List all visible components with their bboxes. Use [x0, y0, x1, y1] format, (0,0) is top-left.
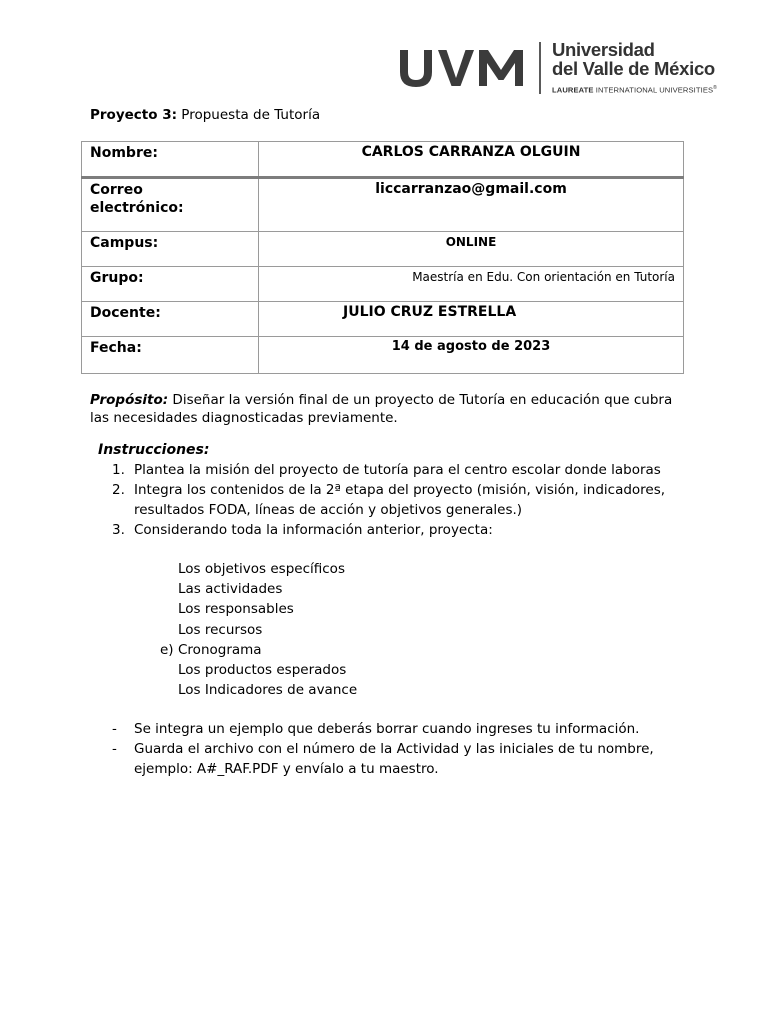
uvm-logo-mark: [398, 46, 528, 88]
campus-label: Campus:: [82, 232, 259, 267]
list-item: Los Indicadores de avance: [178, 682, 358, 699]
row-correo: [82, 178, 684, 232]
info-table: [81, 141, 684, 374]
fecha-value: 14 de agosto de 2023: [259, 337, 684, 374]
grupo-label: Grupo:: [82, 267, 259, 302]
row-nombre: [82, 142, 684, 178]
purpose-paragraph: Propósito: Diseñar la versión final de un proyecto de Tutoría en educación que cubra las necesidades diagnosticadas previamente.: [90, 392, 673, 426]
row-docente: [82, 302, 684, 337]
projection-items: [160, 559, 357, 700]
list-item: Los responsables: [178, 601, 294, 618]
step-number: 1.: [112, 462, 125, 478]
note-item: - Guarda el archivo con el número de la Actividad y las iniciales de tu nombre, ejemplo: A#_RAF.PDF y envíalo a tu maestro.: [112, 741, 654, 777]
grupo-value: Maestría en Edu. Con orientación en Tutoría: [259, 267, 684, 302]
list-item: Los objetivos específicos: [178, 561, 345, 577]
list-item: Los recursos: [178, 621, 263, 638]
laureate-tagline: LAUREATE INTERNATIONAL UNIVERSITIES®: [552, 85, 717, 95]
list-item: Los productos esperados: [178, 662, 347, 679]
instruction-step: [112, 460, 712, 480]
row-campus: [82, 232, 684, 267]
campus-value: ONLINE: [259, 232, 684, 267]
docente-label: Docente:: [82, 302, 259, 337]
fecha-label: Fecha:: [82, 337, 259, 374]
uvm-logo: [398, 40, 728, 100]
nombre-value: CARLOS CARRANZA OLGUIN: [259, 142, 684, 178]
row-fecha: [82, 337, 684, 374]
document-title: Proyecto 3: Propuesta de Tutoría: [90, 107, 321, 123]
step-number: 3.: [112, 522, 125, 538]
step-number: 2.: [112, 482, 125, 498]
row-grupo: [82, 267, 684, 302]
instruction-steps: [112, 460, 712, 540]
correo-value: liccarranzao@gmail.com: [259, 178, 684, 232]
step-text: Integra los contenidos de la 2ª etapa del proyecto (misión, visión, indicadores, resultados FODA, líneas de acción y objetivos generales.): [134, 482, 666, 518]
list-item: Las actividades: [178, 581, 283, 598]
instruction-step: [112, 520, 712, 540]
instruction-step: [112, 480, 712, 520]
note-item: - Se integra un ejemplo que deberás borrar cuando ingreses tu información.: [112, 721, 640, 737]
instructions-title: Instrucciones:: [98, 442, 210, 458]
logo-divider: [539, 42, 541, 94]
docente-value: JULIO CRUZ ESTRELLA: [259, 302, 684, 337]
step-text: Plantea la misión del proyecto de tutoría para el centro escolar donde laboras: [134, 462, 661, 478]
correo-label: Correo electrónico:: [82, 178, 259, 232]
university-name: Universidad del Valle de México: [552, 39, 715, 79]
step-text: Considerando toda la información anterior, proyecta:: [134, 522, 493, 538]
list-item: e) Cronograma: [160, 641, 262, 658]
nombre-label: Nombre:: [82, 142, 259, 178]
notes-list: [112, 719, 712, 779]
